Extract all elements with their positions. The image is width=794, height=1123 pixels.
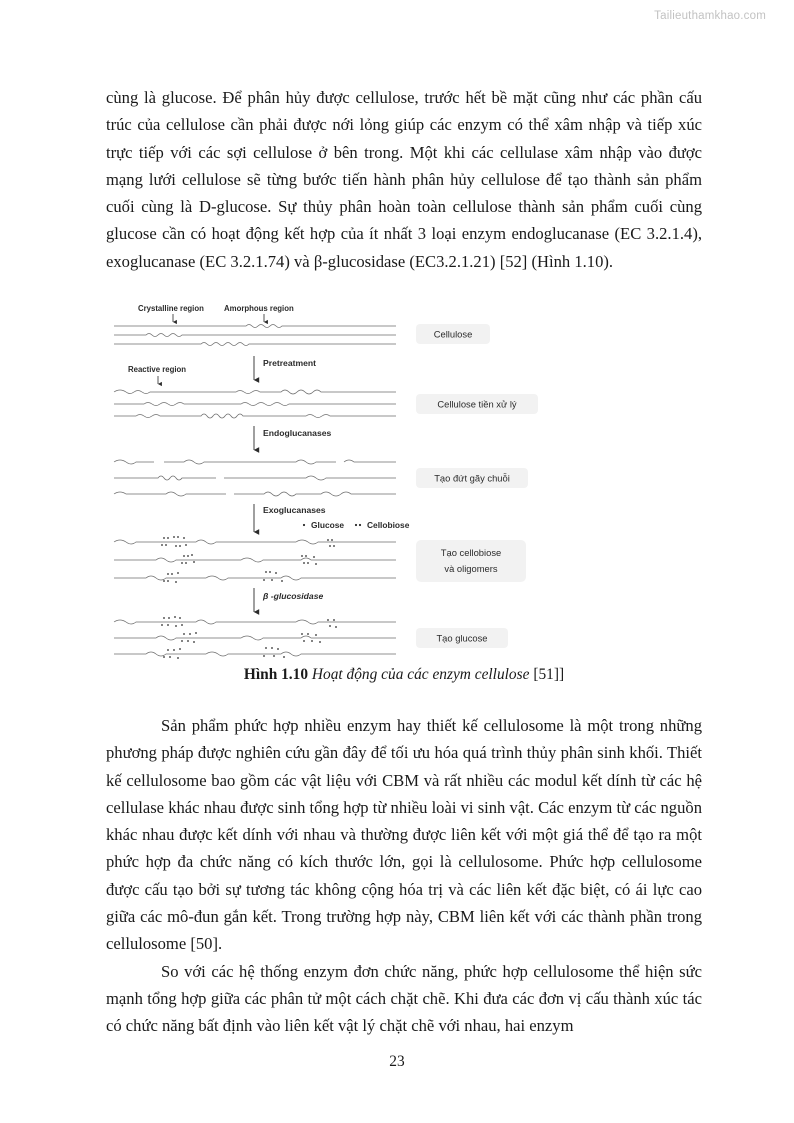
stage-label-5 bbox=[416, 628, 508, 648]
legend-glucose-label: Glucose bbox=[311, 520, 345, 530]
arrow-endoglucanases bbox=[254, 426, 332, 450]
stage-4-label-line1: Tạo cellobiose bbox=[440, 547, 502, 558]
annotation-reactive-region bbox=[128, 365, 186, 384]
legend-cellobiose-label: Cellobiose bbox=[367, 520, 410, 530]
stage-1-cellulose-chains bbox=[114, 325, 396, 346]
pretreatment-label: Pretreatment bbox=[263, 358, 317, 368]
endoglucanases-label: Endoglucanases bbox=[263, 428, 332, 438]
amorphous-region-label: Amorphous region bbox=[224, 304, 294, 313]
stage-3-cellulose-chains bbox=[114, 460, 396, 496]
stage-3-label-text: Tạo đứt gãy chuỗi bbox=[434, 472, 510, 484]
annotation-amorphous-region bbox=[224, 304, 294, 322]
stage-label-2 bbox=[416, 394, 538, 414]
cellobiose-dot-icon-b bbox=[359, 524, 361, 526]
watermark-text: Tailieuthamkhao.com bbox=[654, 10, 766, 22]
cellulose-enzyme-diagram bbox=[106, 300, 702, 660]
page-number: 23 bbox=[389, 1053, 405, 1070]
caption-title: Hoạt động của các enzym cellulose bbox=[311, 666, 530, 683]
stage-5-label-text: Tạo glucose bbox=[436, 632, 488, 644]
stage-2-cellulose-chains bbox=[114, 390, 396, 418]
annotation-crystalline-region bbox=[138, 304, 204, 322]
arrow-beta-glucosidase bbox=[254, 588, 323, 612]
reactive-region-label: Reactive region bbox=[128, 365, 187, 374]
cellobiose-dot-icon-a bbox=[355, 524, 357, 526]
caption-reference: [51]] bbox=[533, 666, 565, 683]
exoglucanases-label: Exoglucanases bbox=[263, 505, 326, 515]
stage-label-4 bbox=[416, 540, 526, 582]
page-body-text-lower bbox=[106, 712, 702, 1040]
stage-label-1 bbox=[416, 324, 490, 344]
crystalline-region-label: Crystalline region bbox=[138, 304, 204, 313]
stage-4-cellulose-chains bbox=[114, 540, 396, 580]
stage-5-cellulose-chains bbox=[114, 620, 396, 656]
stage-4-label-line2: và oligomers bbox=[444, 563, 498, 574]
stage-2-label-text: Cellulose tiền xử lý bbox=[437, 398, 517, 410]
glucose-dot-icon bbox=[303, 524, 305, 526]
legend-glucose-cellobiose bbox=[303, 520, 410, 530]
figure-1-10 bbox=[106, 300, 702, 660]
arrow-pretreatment bbox=[254, 356, 316, 380]
diagram-svg bbox=[106, 300, 702, 660]
beta-glucosidase-label: β -glucosidase bbox=[263, 591, 324, 601]
figure-caption bbox=[106, 665, 702, 685]
caption-number: Hình 1.10 bbox=[243, 666, 309, 683]
paragraph-3: So với các hệ thống enzym đơn chức năng, phức hợp cellulosome thể hiện sức mạnh tổng hợp giữa các phân tử một cách chặt chẽ. Khi đưa các đơn vị cấu thành xúc tác có chức năng bất định vào liên kết vật lý chặt chẽ với nhau, hai enzym bbox=[106, 961, 702, 1036]
paragraph-2: Sản phẩm phức hợp nhiều enzym hay thiết kế cellulosome là một trong những phương pháp được nghiên cứu gần đây để tối ưu hóa quá trình thủy phân sinh khối. Thiết kế cellulosome bao gồm các vật liệu với CBM và rất nhiều các modul kết dính từ các hệ cellulase khác nhau được sinh tổng hợp từ nhiều loài vi sinh vật. Các enzym từ các nguồn khác nhau được kết dính với nhau và thường được liên kết với một giá thể để tạo ra một phức hợp đa chức năng có kích thước lớn, gọi là cellulosome. Phức hợp cellulosome được cấu tạo bởi sự tương tác không cộng hóa trị và các liên kết đặc biệt, có ái lực cao giữa các mô-đun gắn kết. Trong trường hợp này, CBM liên kết với các thành phần trong cellulosome [50]. bbox=[106, 716, 702, 954]
paragraph-1: cùng là glucose. Để phân hủy được cellulose, trước hết bề mặt cũng như các phần cấu trúc của cellulose cần phải được nới lỏng giúp các enzym có thể xâm nhập và tiếp xúc trực tiếp với các sợi cellulose ở bên trong. Một khi các cellulase xâm nhập vào được mạng lưới cellulose sẽ từng bước tiến hành phân hủy cellulose để tạo thành sản phẩm cuối cùng là D-glucose. Sự thủy phân hoàn toàn cellulose thành sản phẩm cuối cùng glucose cần có hoạt động kết hợp của ít nhất 3 loại enzym endoglucanase (EC 3.2.1.4), exoglucanase (EC 3.2.1.74) và β-glucosidase (EC3.2.1.21) [52] (Hình 1.10). bbox=[106, 88, 702, 271]
page-body-text bbox=[106, 84, 702, 275]
stage-1-label-text: Cellulose bbox=[433, 328, 473, 340]
stage-4-sugar-dots bbox=[161, 536, 335, 583]
stage-label-3 bbox=[416, 468, 528, 488]
